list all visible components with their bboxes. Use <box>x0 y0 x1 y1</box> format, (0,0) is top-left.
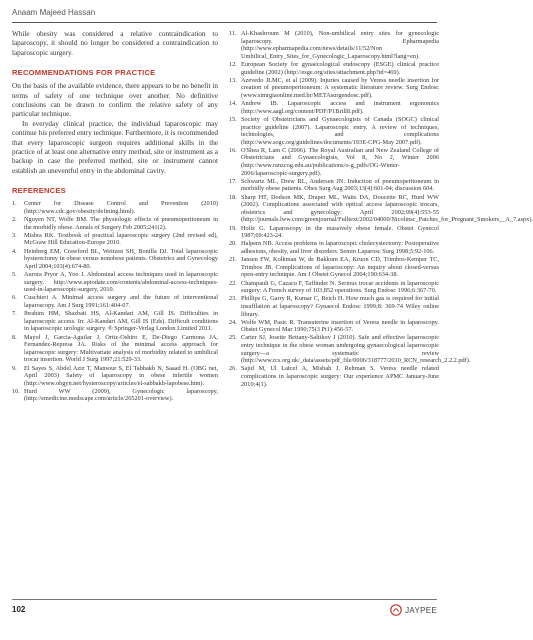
reference-item <box>12 200 218 215</box>
reference-item <box>12 310 218 333</box>
publisher-logo-icon <box>390 604 402 616</box>
reference-text: Phillips G, Garry R, Kumar C, Reich H. How much gas is required for initial insufflation at laparoscopy? Gynaecol Endosc 1999;8: 369-74 Wiley online library. <box>241 295 439 318</box>
reference-text: Schwartz ML, Drew RL, Andersen JN. Induction of pneumoperitoneum in morbidly obese patients. Obes Surg Aug 2003;13(4):601-04; discussion 604. <box>241 177 439 193</box>
recommendations-paragraph-1: On the basis of the available evidence, there appears to be no benefit in terms of safety of one technique over another. No definitive conclusions can be drawn to confirm the relative safety of any particular technique. <box>12 82 218 119</box>
reference-text: Hurd WW (2009), Gynecologic laparoscopy, (http://emedicine.medscape.com/article/265201-overview). <box>24 387 218 403</box>
reference-item <box>12 216 218 231</box>
publisher-name: JAYPEE <box>405 605 437 615</box>
reference-number: 2. <box>12 216 17 224</box>
section-heading-recommendations: RECOMMENDATIONS FOR PRACTICE <box>12 68 156 78</box>
reference-item <box>12 334 218 364</box>
reference-text: Center for Disease Control and Prevention (2010) (http://www.cdc.gov/obesity/defining.html). <box>24 200 218 215</box>
reference-number: 17. <box>229 177 237 185</box>
right-column <box>229 30 533 389</box>
reference-item <box>229 319 439 334</box>
reference-number: 9. <box>12 364 17 372</box>
reference-item <box>229 61 439 76</box>
reference-number: 18. <box>229 193 237 201</box>
reference-number: 25. <box>229 334 237 342</box>
reference-text: Andrew IB. Laparoscopic access and instrument ergonomics (http://www.aagl.org/content/PDF/P1Brill8.pdf). <box>241 100 439 115</box>
reference-text: Carter SJ, Josette Bettany-Saltikov J (2010). Safe and effective laparoscopic entry technique in the obese woman undergoing gynaecological laparoscopic surgery—a systematic review (http://www.rcs.org.uk/_data/assets/pdf_file/0006/318777/2010_RCN_research_2.2.2.pdf). <box>241 334 471 365</box>
reference-item <box>229 30 439 60</box>
reference-text: Aurora Pryor A, Yoo J. Abdominal access techniques used in laparoscopic surgery. http://www.uptodate.com/contents/abdominal-access-techniques-used-in-laparoscopic-surgery, 2010. <box>24 271 218 294</box>
references-list-left <box>12 200 218 403</box>
reference-item <box>12 294 218 309</box>
reference-item <box>229 77 439 100</box>
reference-number: 21. <box>229 256 237 264</box>
reference-item <box>12 271 218 294</box>
reference-text: El Sayes S, Abdel Aziz T, Mansour S, El Tabbakh N, Saaad H. (OBG net, April 2003) Safety of laparoscopy in obese infertile women (http://www.obgyn.net/hysteroscopy/articles/el-sabbakh-lapobese.htm). <box>24 364 218 387</box>
reference-number: 22. <box>229 279 237 287</box>
reference-text: Al-Khashroum M (2010), Non-umbilical entry sites for gynecologic laparoscopy. Epharmapedia (http://www.epharmapedia.com/news/details/11/52/Non Umbilical_Entry_Sites_for_Gynecologic_Laparoscopy.html?lang=en). <box>241 30 439 60</box>
left-column <box>12 30 218 404</box>
reference-text: Jansen FW, Kolkman W, de Bakkum EA, Kruon CD, Trimbos-Kemper TC, Trimbos JB. Complications of laparoscopy: An inquiry about closed-versus open-entry technique. Am J Obstet Gynecol 2004;190:634-38. <box>241 256 439 279</box>
reference-number: 12. <box>229 60 237 68</box>
reference-item <box>229 178 439 193</box>
reference-item <box>229 240 439 255</box>
reference-text: Cuschieri A. Minimal access surgery and the future of interventional laparoscopy. Am J Surg 1991;161:404-07. <box>24 294 218 309</box>
reference-number: 3. <box>12 231 17 239</box>
reference-number: 7. <box>12 310 17 318</box>
reference-number: 5. <box>12 271 17 278</box>
reference-text: Sharp HT, Dodson MK, Draper ML, Watts DA, Doucette RC, Hurd WW (2002). Complications associated with optical access laparoscopic trocars, obstetrics and gynecology: April 2002;99(4):553-55 (http://journals.lww.com/greenjournal/Fulltext/2002/04000/Nicolinsc_Patches_for_Pregnant_Smokers__A_7.aspx). <box>241 193 533 224</box>
references-list-right <box>229 30 533 388</box>
header-rule <box>12 22 437 23</box>
reference-text: Nguyen NT, Wolfe BM. The physiologic effects of pneumoperitoneum in the morbidly obese. Annals of Surgery Feb 2005;241(2). <box>24 216 218 231</box>
reference-number: 4. <box>12 247 17 255</box>
reference-item <box>229 295 439 318</box>
reference-item <box>12 248 218 271</box>
reference-item <box>229 334 471 365</box>
section-heading-references: REFERENCES <box>12 186 66 196</box>
reference-text: European Society for gynaecological endoscopy (ESGE) clinical practice guideline (2002) (http://esge.org/sites/attachment.php?id=469). <box>241 60 439 76</box>
reference-text: Azevedo JLMC, et al (2009). Injuries caused by Veress needle insertion for creation of pneumoperitoneum: A systematic literature review. Surg Endosc (www.simrgiaonline.med.br/METAsurgendosc.pdf). <box>241 76 439 99</box>
reference-item <box>12 388 218 403</box>
reference-text: Halpern NB. Access problems in laparoscopic cholecystectomy: Postoperative adhesions, obesity, and liver disorders. Semin Laparosc Surg 1998;5:92-106. <box>241 240 439 255</box>
reference-text: Holtz G. Laparoscopy in the massively obese female. Obstet Gynecol 1987;69:423-24. <box>241 224 439 240</box>
reference-item <box>229 100 439 115</box>
reference-number: 26. <box>229 365 237 373</box>
reference-number: 19. <box>229 224 237 232</box>
reference-text: Mishra RK. Textbook of practical laparoscopic surgery (2nd revised ed), McGraw Hill Education-Europe 2010. <box>24 231 218 247</box>
reference-number: 14. <box>229 100 237 108</box>
reference-text: Society of Obstetricians and Gynaecologists of Canada (SOGC) clinical practice guideline (2007). Laparoscopic entry. A review of techniques, technologies, and complications (http://www.sogc.org/guidelines/documents/193E-CPG-May 2007.pdf). <box>241 115 439 146</box>
reference-item <box>229 365 439 388</box>
reference-number: 11. <box>229 30 237 37</box>
reference-text: Champault G, Cazacu F, Taffinder N. Serious trocar accidents in laparoscopic surgery: A French survey of 103,852 operations. Surg Endosc 1996;6:367-70. <box>241 279 439 295</box>
reference-text: Ibrahim HM, Shazbati HS, Al-Kandari AM, Gill IS. Difficulties in laparoscopic access. In: Al-Kandari AM, Gill IS (Eds). Difficult conditions in laparoscopic urologic surgery. ® Springer-Verlag London Limited 2011. <box>24 310 218 333</box>
reference-number: 20. <box>229 240 237 248</box>
reference-item <box>229 225 439 240</box>
reference-number: 15. <box>229 115 237 123</box>
intro-paragraph: While obesity was considered a relative contraindication to laparoscopy, it should no longer be considered a contraindication to laparoscopic surgery. <box>12 30 218 57</box>
reference-text: Sajid M, Ul Latcef A, Misbah J, Rehman S. Veress needle related complications in laparoscopic surgery: Our experience APMC January-June 2010;4(1). <box>241 365 439 388</box>
reference-number: 13. <box>229 76 237 84</box>
reference-text: Heinberg EM, Crawford BL, Weitzen SH, Bonilla DJ. Total laparoscopic hysterectomy in obese versus nonobese patients. Obstetrics and Gynecology April 2004;103(4):674-80. <box>24 247 218 270</box>
reference-number: 10. <box>12 387 20 395</box>
reference-number: 8. <box>12 333 17 341</box>
reference-item <box>229 116 439 146</box>
page-number: 102 <box>12 605 26 614</box>
reference-item <box>229 280 439 295</box>
reference-item <box>229 193 533 224</box>
reference-text: O'Shea R, Lam C (2006). The Royal Australian and New Zealand College of Obstetricians and Gynaecologists, Vol 8, No 2, Winter 2006 (http://www.ranzcog.edu.au/publications/o-g_pdfs/OG-Winter-2006/laparoscopic-surgery.pdf). <box>241 146 439 177</box>
reference-item <box>12 365 218 388</box>
reference-item <box>12 232 218 247</box>
footer-rule <box>12 599 437 600</box>
publisher-logo <box>390 604 437 616</box>
running-header-author: Anaam Majeed Hassan <box>12 8 96 17</box>
reference-text: Wolfe WM, Pasic R. Transuterine insertion of Veress needle in laparoscopy. Obstet Gynecol Mar 1990;75(3 Pt1):456-57. <box>241 318 439 334</box>
recommendations-paragraph-2: In everyday clinical practice, the individual laparoscopic may continue his preferred entry technique. Furthermore, it is recommended that every laparoscopic surgeon requires additional skills in the practice of at least one alternative entry method, site or instrument as a backup in case the preferred method, site or instrument cannot establish an uneventful entry in the abdominal cavity. <box>12 119 218 175</box>
reference-text: Mayol J, Garcia-Aguilar J, Ortiz-Oshiro E, De-Diego Carmona JA, Fernandez-Represa JA. Risks of the minimal access approach for laparoscopic surgery: Multivariate analysis of morbidity related to umbilical trocar insertion. World J Surg 1997;21:529-33. <box>24 333 218 364</box>
reference-number: 6. <box>12 294 17 302</box>
reference-number: 24. <box>229 318 237 326</box>
reference-number: 23. <box>229 295 237 303</box>
reference-item <box>229 256 439 279</box>
reference-number: 16. <box>229 146 237 154</box>
reference-number: 1. <box>12 200 17 208</box>
reference-item <box>229 147 439 177</box>
